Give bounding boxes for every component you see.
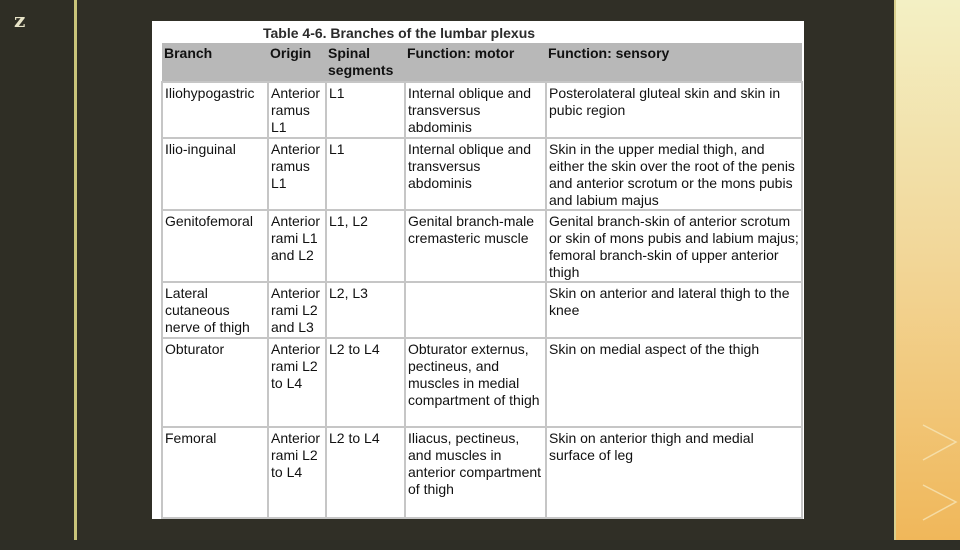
z-logo-icon: z [14, 8, 26, 32]
cell-segments: L2 to L4 [326, 338, 405, 427]
cell-motor: Internal oblique and transversus abdominis [405, 138, 546, 210]
cell-segments: L2 to L4 [326, 427, 405, 518]
cell-segments: L1, L2 [326, 210, 405, 282]
header-function-sensory: Function: sensory [546, 43, 802, 82]
cell-sensory: Skin on medial aspect of the thigh [546, 338, 802, 427]
cell-motor: Genital branch-male cremasteric muscle [405, 210, 546, 282]
cell-origin: Anterior rami L2 to L4 [268, 338, 326, 427]
table-row [162, 282, 802, 338]
cell-motor: Obturator externus, pectineus, and muscles in medial compartment of thigh [405, 338, 546, 427]
cell-sensory: Posterolateral gluteal skin and skin in pubic region [546, 82, 802, 138]
table-row [162, 427, 802, 518]
cell-sensory: Skin in the upper medial thigh, and either the skin over the root of the penis and anterior scrotum or the mons pubis and labium majus [546, 138, 802, 210]
cell-branch: Iliohypogastric [162, 82, 268, 138]
cell-origin: Anterior rami L2 to L4 [268, 427, 326, 518]
cell-motor [405, 282, 546, 338]
table-header-row [162, 43, 802, 82]
table-row [162, 138, 802, 210]
cell-branch: Lateral cutaneous nerve of thigh [162, 282, 268, 338]
header-branch: Branch [162, 43, 268, 82]
header-function-motor: Function: motor [405, 43, 546, 82]
table-row [162, 210, 802, 282]
cell-branch: Obturator [162, 338, 268, 427]
left-accent-line [74, 0, 77, 540]
header-spinal-segments: Spinal segments [326, 43, 405, 82]
cell-branch: Genitofemoral [162, 210, 268, 282]
table-title: Table 4-6. Branches of the lumbar plexus [263, 25, 536, 41]
table-image [152, 21, 804, 519]
cell-segments: L1 [326, 138, 405, 210]
cell-motor: Internal oblique and transversus abdominis [405, 82, 546, 138]
cell-origin: Anterior ramus L1 [268, 82, 326, 138]
cell-segments: L2, L3 [326, 282, 405, 338]
cell-origin: Anterior rami L1 and L2 [268, 210, 326, 282]
table-row [162, 338, 802, 427]
left-sidebar-panel [0, 0, 78, 540]
cell-segments: L1 [326, 82, 405, 138]
cell-sensory: Genital branch-skin of anterior scrotum or skin of mons pubis and labium majus; femoral branch-skin of upper anterior thigh [546, 210, 802, 282]
cell-sensory: Skin on anterior thigh and medial surface of leg [546, 427, 802, 518]
cell-origin: Anterior rami L2 and L3 [268, 282, 326, 338]
cell-origin: Anterior ramus L1 [268, 138, 326, 210]
header-origin: Origin [268, 43, 326, 82]
cell-motor: Iliacus, pectineus, and muscles in anterior compartment of thigh [405, 427, 546, 518]
cell-sensory: Skin on anterior and lateral thigh to the knee [546, 282, 802, 338]
cell-branch: Femoral [162, 427, 268, 518]
cell-branch: Ilio-inguinal [162, 138, 268, 210]
lumbar-plexus-table [161, 43, 803, 519]
table-row [162, 82, 802, 138]
